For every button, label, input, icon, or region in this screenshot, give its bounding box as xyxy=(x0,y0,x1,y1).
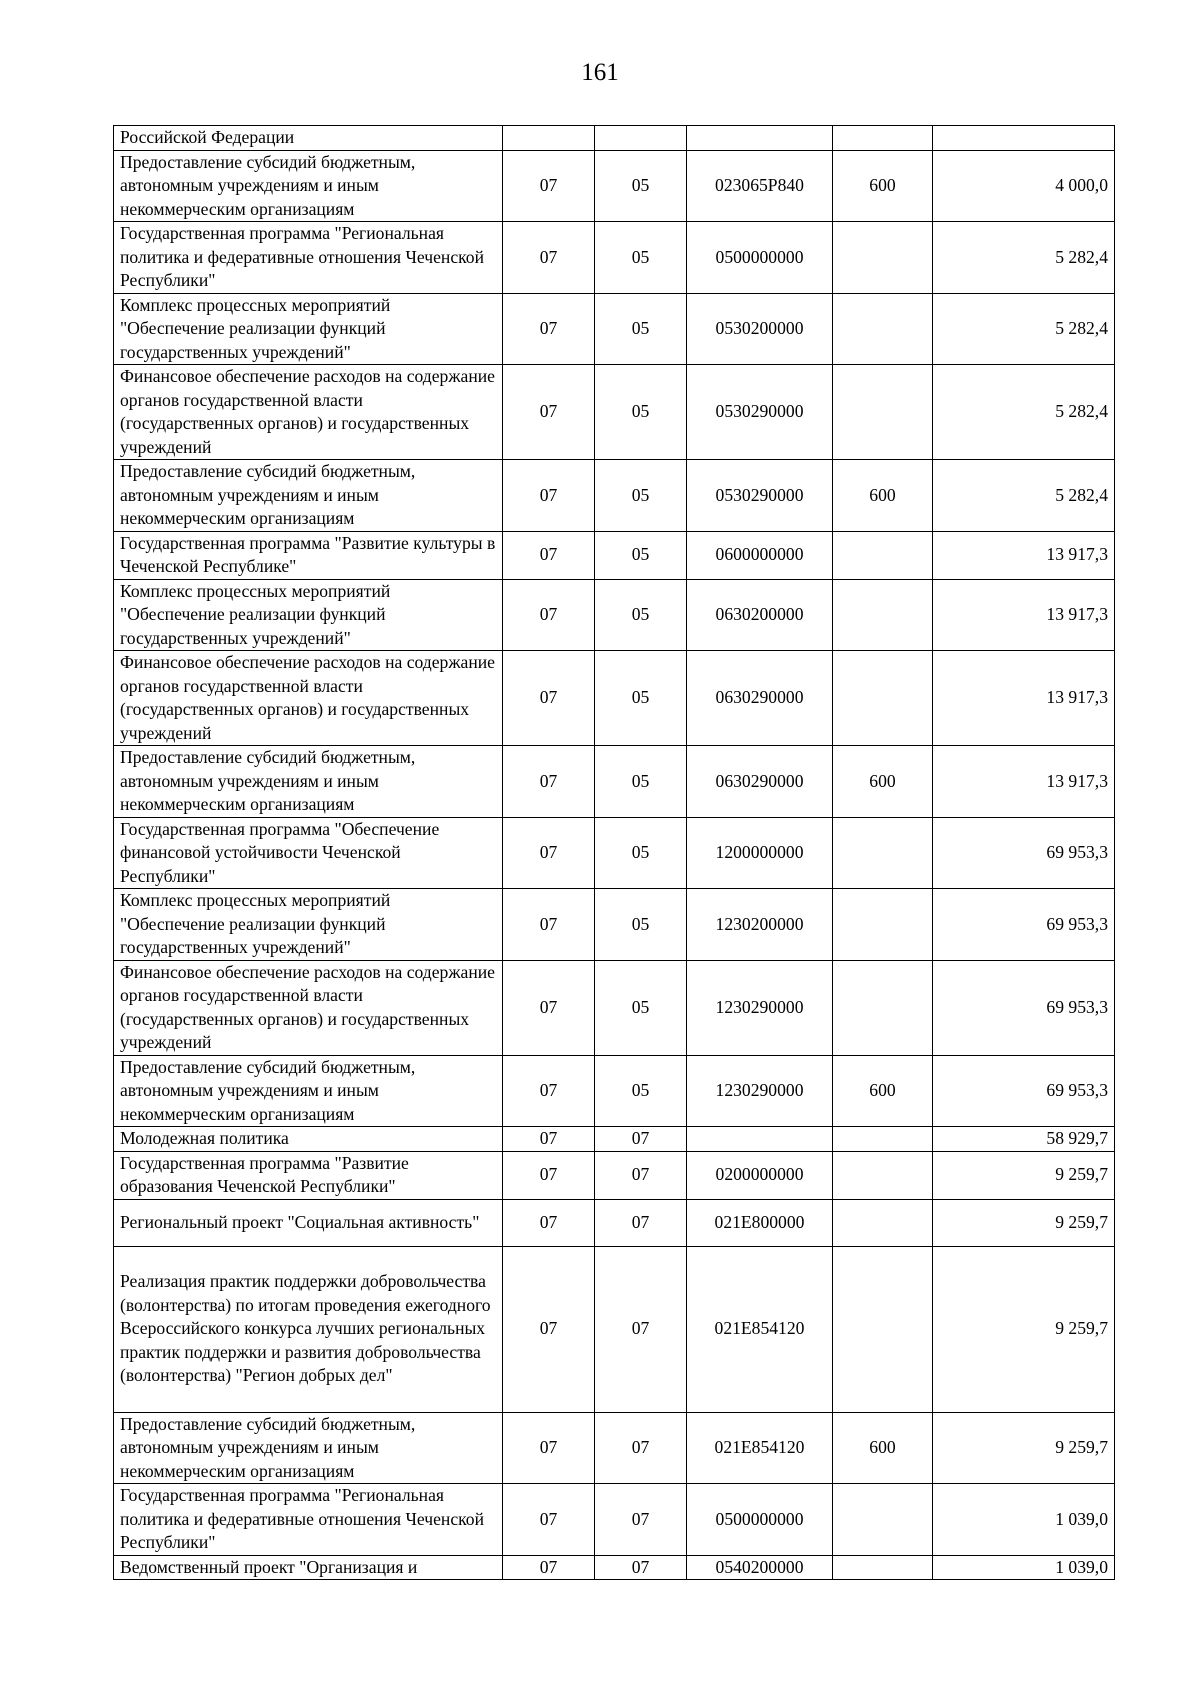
row-section: 07 xyxy=(503,1412,595,1484)
row-target-code: 0540200000 xyxy=(687,1555,833,1580)
row-name: Предоставление субсидий бюджетным, автономным учреждениям и иным некоммерческим организациям xyxy=(114,1055,503,1127)
page-number: 161 xyxy=(581,59,619,86)
row-section: 07 xyxy=(503,579,595,651)
row-subsection: 05 xyxy=(595,651,687,746)
row-expense-type: 600 xyxy=(833,460,933,532)
table-row xyxy=(114,293,1115,365)
table-row xyxy=(114,460,1115,532)
row-expense-type xyxy=(833,365,933,460)
row-amount: 9 259,7 xyxy=(933,1246,1115,1412)
row-target-code: 0530290000 xyxy=(687,365,833,460)
row-amount: 13 917,3 xyxy=(933,746,1115,818)
row-section xyxy=(503,126,595,151)
row-subsection: 07 xyxy=(595,1199,687,1246)
row-amount: 4 000,0 xyxy=(933,150,1115,222)
row-expense-type xyxy=(833,1555,933,1580)
row-expense-type xyxy=(833,889,933,961)
row-subsection: 05 xyxy=(595,365,687,460)
table-row xyxy=(114,1151,1115,1199)
row-subsection: 05 xyxy=(595,889,687,961)
table-row xyxy=(114,222,1115,294)
row-name: Государственная программа "Развитие культуры в Чеченской Республике" xyxy=(114,531,503,579)
row-section: 07 xyxy=(503,365,595,460)
table-row xyxy=(114,579,1115,651)
row-subsection: 05 xyxy=(595,579,687,651)
row-target-code: 0630290000 xyxy=(687,746,833,818)
row-subsection: 07 xyxy=(595,1484,687,1556)
row-expense-type xyxy=(833,222,933,294)
row-target-code: 0500000000 xyxy=(687,1484,833,1556)
row-section: 07 xyxy=(503,651,595,746)
row-subsection: 05 xyxy=(595,960,687,1055)
table-row xyxy=(114,1484,1115,1556)
row-amount: 13 917,3 xyxy=(933,579,1115,651)
row-target-code: 0600000000 xyxy=(687,531,833,579)
row-name: Предоставление субсидий бюджетным, автономным учреждениям и иным некоммерческим организациям xyxy=(114,746,503,818)
row-amount: 5 282,4 xyxy=(933,293,1115,365)
row-name: Реализация практик поддержки добровольчества (волонтерства) по итогам проведения ежегодного Всероссийского конкурса лучших региональных практик поддержки и развития добровольчества (волонтерства) "Регион добрых дел" xyxy=(114,1246,503,1412)
row-name: Комплекс процессных мероприятий "Обеспечение реализации функций государственных учреждений" xyxy=(114,579,503,651)
table-row xyxy=(114,1246,1115,1412)
row-section: 07 xyxy=(503,889,595,961)
row-target-code xyxy=(687,126,833,151)
row-name: Государственная программа "Обеспечение финансовой устойчивости Чеченской Республики" xyxy=(114,817,503,889)
row-section: 07 xyxy=(503,1055,595,1127)
row-subsection: 05 xyxy=(595,222,687,294)
row-target-code: 1230290000 xyxy=(687,960,833,1055)
row-expense-type xyxy=(833,651,933,746)
table-row xyxy=(114,1199,1115,1246)
table-row xyxy=(114,150,1115,222)
row-subsection: 05 xyxy=(595,150,687,222)
row-name: Комплекс процессных мероприятий "Обеспечение реализации функций государственных учреждений" xyxy=(114,889,503,961)
row-expense-type: 600 xyxy=(833,1412,933,1484)
table-row xyxy=(114,126,1115,151)
row-name: Государственная программа "Развитие образования Чеченской Республики" xyxy=(114,1151,503,1199)
row-target-code: 0500000000 xyxy=(687,222,833,294)
row-subsection xyxy=(595,126,687,151)
row-name: Предоставление субсидий бюджетным, автономным учреждениям и иным некоммерческим организациям xyxy=(114,1412,503,1484)
row-expense-type xyxy=(833,579,933,651)
table-row xyxy=(114,817,1115,889)
row-subsection: 05 xyxy=(595,1055,687,1127)
row-section: 07 xyxy=(503,1555,595,1580)
row-target-code: 023065Р840 xyxy=(687,150,833,222)
table-row xyxy=(114,746,1115,818)
row-subsection: 07 xyxy=(595,1246,687,1412)
row-target-code: 0530200000 xyxy=(687,293,833,365)
row-subsection: 07 xyxy=(595,1127,687,1152)
row-target-code: 1230200000 xyxy=(687,889,833,961)
row-section: 07 xyxy=(503,817,595,889)
table-row xyxy=(114,1127,1115,1152)
row-section: 07 xyxy=(503,1127,595,1152)
row-target-code: 021Е854120 xyxy=(687,1412,833,1484)
row-name: Ведомственный проект "Организация и xyxy=(114,1555,503,1580)
row-expense-type xyxy=(833,531,933,579)
row-amount: 1 039,0 xyxy=(933,1555,1115,1580)
row-target-code: 1230290000 xyxy=(687,1055,833,1127)
row-amount xyxy=(933,126,1115,151)
row-amount: 13 917,3 xyxy=(933,651,1115,746)
row-expense-type xyxy=(833,1246,933,1412)
row-name: Российской Федерации xyxy=(114,126,503,151)
row-expense-type xyxy=(833,817,933,889)
row-target-code: 021Е800000 xyxy=(687,1199,833,1246)
row-target-code: 0200000000 xyxy=(687,1151,833,1199)
row-amount: 9 259,7 xyxy=(933,1412,1115,1484)
row-amount: 5 282,4 xyxy=(933,222,1115,294)
row-name: Молодежная политика xyxy=(114,1127,503,1152)
row-expense-type xyxy=(833,960,933,1055)
row-expense-type xyxy=(833,1199,933,1246)
row-section: 07 xyxy=(503,460,595,532)
row-target-code: 021Е854120 xyxy=(687,1246,833,1412)
row-section: 07 xyxy=(503,150,595,222)
table-row xyxy=(114,960,1115,1055)
row-subsection: 05 xyxy=(595,293,687,365)
table-row xyxy=(114,1412,1115,1484)
row-section: 07 xyxy=(503,1151,595,1199)
row-name: Финансовое обеспечение расходов на содержание органов государственной власти (государственных органов) и государственных учреждений xyxy=(114,365,503,460)
table-row xyxy=(114,889,1115,961)
row-amount: 5 282,4 xyxy=(933,460,1115,532)
table-row xyxy=(114,531,1115,579)
row-expense-type xyxy=(833,1484,933,1556)
table-row xyxy=(114,651,1115,746)
row-target-code: 1200000000 xyxy=(687,817,833,889)
row-section: 07 xyxy=(503,222,595,294)
row-name: Предоставление субсидий бюджетным, автономным учреждениям и иным некоммерческим организациям xyxy=(114,460,503,532)
row-expense-type xyxy=(833,293,933,365)
row-section: 07 xyxy=(503,1199,595,1246)
row-name: Предоставление субсидий бюджетным, автономным учреждениям и иным некоммерческим организациям xyxy=(114,150,503,222)
row-subsection: 07 xyxy=(595,1412,687,1484)
row-expense-type: 600 xyxy=(833,1055,933,1127)
row-name: Финансовое обеспечение расходов на содержание органов государственной власти (государственных органов) и государственных учреждений xyxy=(114,960,503,1055)
row-target-code: 0630200000 xyxy=(687,579,833,651)
row-subsection: 05 xyxy=(595,460,687,532)
row-amount: 69 953,3 xyxy=(933,889,1115,961)
row-amount: 5 282,4 xyxy=(933,365,1115,460)
row-amount: 13 917,3 xyxy=(933,531,1115,579)
row-amount: 9 259,7 xyxy=(933,1151,1115,1199)
row-name: Государственная программа "Региональная политика и федеративные отношения Чеченской Республики" xyxy=(114,1484,503,1556)
table-row xyxy=(114,365,1115,460)
row-amount: 1 039,0 xyxy=(933,1484,1115,1556)
row-section: 07 xyxy=(503,1484,595,1556)
row-expense-type: 600 xyxy=(833,746,933,818)
row-name: Региональный проект "Социальная активность" xyxy=(114,1199,503,1246)
row-name: Государственная программа "Региональная политика и федеративные отношения Чеченской Республики" xyxy=(114,222,503,294)
row-expense-type xyxy=(833,1151,933,1199)
row-amount: 9 259,7 xyxy=(933,1199,1115,1246)
row-name: Комплекс процессных мероприятий "Обеспечение реализации функций государственных учреждений" xyxy=(114,293,503,365)
row-target-code xyxy=(687,1127,833,1152)
row-subsection: 07 xyxy=(595,1555,687,1580)
row-amount: 69 953,3 xyxy=(933,817,1115,889)
row-amount: 69 953,3 xyxy=(933,1055,1115,1127)
table-row xyxy=(114,1055,1115,1127)
row-section: 07 xyxy=(503,960,595,1055)
row-section: 07 xyxy=(503,746,595,818)
row-section: 07 xyxy=(503,293,595,365)
row-target-code: 0630290000 xyxy=(687,651,833,746)
row-expense-type xyxy=(833,1127,933,1152)
row-expense-type: 600 xyxy=(833,150,933,222)
row-section: 07 xyxy=(503,531,595,579)
row-subsection: 05 xyxy=(595,817,687,889)
table-row xyxy=(114,1555,1115,1580)
row-section: 07 xyxy=(503,1246,595,1412)
row-amount: 58 929,7 xyxy=(933,1127,1115,1152)
row-subsection: 05 xyxy=(595,531,687,579)
budget-table xyxy=(113,125,1115,1580)
row-name: Финансовое обеспечение расходов на содержание органов государственной власти (государственных органов) и государственных учреждений xyxy=(114,651,503,746)
row-target-code: 0530290000 xyxy=(687,460,833,532)
row-subsection: 05 xyxy=(595,746,687,818)
row-expense-type xyxy=(833,126,933,151)
row-subsection: 07 xyxy=(595,1151,687,1199)
row-amount: 69 953,3 xyxy=(933,960,1115,1055)
